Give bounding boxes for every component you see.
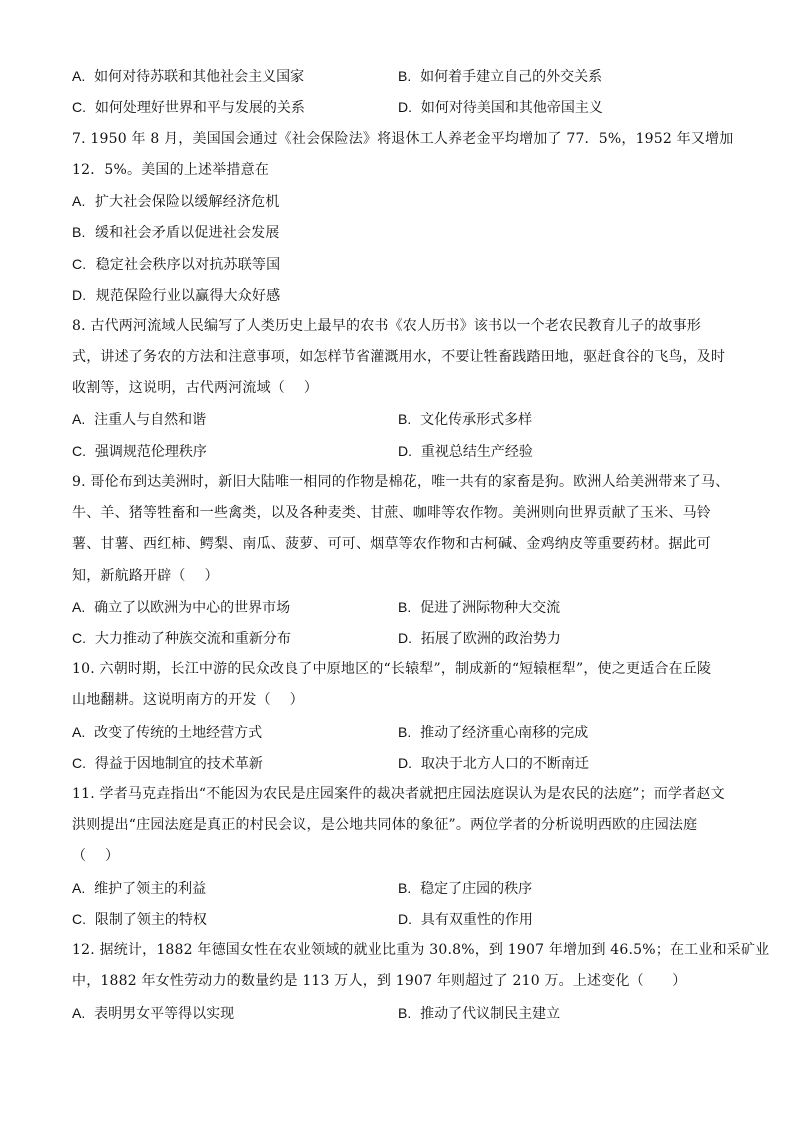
q7-stem-line-1: 7. 1950 年 8 月，美国国会通过《社会保险法》将退休工人养老金平均增加了 77．5%，1952 年又增加 [72, 131, 734, 147]
q6-option-b[interactable]: B. 如何着手建立自己的外交关系 [398, 68, 603, 85]
q8-stem-line-3: 收割等，这说明，古代两河流域（ ） [72, 380, 319, 396]
q6-option-a[interactable]: A. 如何对待苏联和其他社会主义国家 [72, 68, 305, 85]
q10-option-a[interactable]: A. 改变了传统的土地经营方式 [72, 724, 263, 741]
q10-option-c[interactable]: C. 得益于因地制宜的技术革新 [72, 755, 263, 772]
q11-option-c[interactable]: C. 限制了领主的特权 [72, 911, 207, 928]
q11-stem-line-2: 洪则提出“庄园法庭是真正的村民会议，是公地共同体的象征”。两位学者的分析说明西欧的庄园法庭 [72, 817, 698, 833]
q7-option-a[interactable]: A. 扩大社会保险以缓解经济危机 [72, 193, 280, 210]
q11-stem-line-1: 11. 学者马克垚指出“不能因为农民是庄园案件的裁决者就把庄园法庭误认为是农民的法庭”；而学者赵文 [72, 786, 725, 802]
q7-option-d[interactable]: D. 规范保险行业以赢得大众好感 [72, 287, 281, 304]
q7-option-b[interactable]: B. 缓和社会矛盾以促进社会发展 [72, 224, 280, 241]
q9-option-a[interactable]: A. 确立了以欧洲为中心的世界市场 [72, 599, 291, 616]
q7-option-c[interactable]: C. 稳定社会秩序以对抗苏联等国 [72, 256, 281, 273]
q8-stem-line-1: 8. 古代两河流域人民编写了人类历史上最早的农书《农人历书》该书以一个老农民教育儿子的故事形 [72, 318, 702, 334]
q11-option-b[interactable]: B. 稳定了庄园的秩序 [398, 880, 533, 897]
q8-option-b[interactable]: B. 文化传承形式多样 [398, 411, 533, 428]
q9-option-b[interactable]: B. 促进了洲际物种大交流 [398, 599, 561, 616]
q11-option-a[interactable]: A. 维护了领主的利益 [72, 880, 207, 897]
q9-option-c[interactable]: C. 大力推动了种族交流和重新分布 [72, 630, 291, 647]
q10-option-d[interactable]: D. 取决于北方人口的不断南迁 [398, 755, 589, 772]
q9-option-d[interactable]: D. 拓展了欧洲的政治势力 [398, 630, 561, 647]
q12-option-b[interactable]: B. 推动了代议制民主建立 [398, 1005, 561, 1022]
q10-option-b[interactable]: B. 推动了经济重心南移的完成 [398, 724, 589, 741]
q8-option-d[interactable]: D. 重视总结生产经验 [398, 443, 533, 460]
q8-stem-line-2: 式，讲述了务农的方法和注意事项，如怎样节省灌溉用水，不要让牲畜践踏田地，驱赶食谷的飞鸟，及时 [72, 349, 726, 365]
q8-option-a[interactable]: A. 注重人与自然和谐 [72, 411, 207, 428]
q12-option-a[interactable]: A. 表明男女平等得以实现 [72, 1005, 235, 1022]
q10-stem-line-2: 山地翻耕。这说明南方的开发（ ） [72, 692, 304, 708]
q9-stem-line-1: 9. 哥伦布到达美洲时，新旧大陆唯一相同的作物是棉花，唯一共有的家畜是狗。欧洲人给美洲带来了马、 [72, 474, 730, 490]
q8-option-c[interactable]: C. 强调规范伦理秩序 [72, 443, 207, 460]
q11-stem-line-3: （ ） [72, 848, 120, 864]
q6-option-c[interactable]: C. 如何处理好世界和平与发展的关系 [72, 99, 305, 116]
q9-stem-line-3: 薯、甘薯、西红柿、鳄梨、南瓜、菠萝、可可、烟草等农作物和古柯碱、金鸡纳皮等重要药材。据此可 [72, 536, 711, 552]
q9-stem-line-4: 知，新航路开辟（ ） [72, 568, 219, 584]
q12-stem-line-1: 12. 据统计，1882 年德国女性在农业领域的就业比重为 30.8%，到 1907 年增加到 46.5%；在工业和采矿业 [72, 942, 770, 958]
q10-stem-line-1: 10. 六朝时期，长江中游的民众改良了中原地区的“长辕犁”，制成新的“短辕框犁”，使之更适合在丘陵 [72, 661, 712, 677]
q7-stem-line-2: 12．5%。美国的上述举措意在 [72, 162, 270, 178]
q12-stem-line-2: 中，1882 年女性劳动力的数量约是 113 万人，到 1907 年则超过了 210 万。上述变化（ ） [72, 973, 687, 989]
q9-stem-line-2: 牛、羊、猪等牲畜和一些禽类，以及各种麦类、甘蔗、咖啡等农作物。美洲则向世界贡献了玉米、马铃 [72, 505, 711, 521]
q11-option-d[interactable]: D. 具有双重性的作用 [398, 911, 533, 928]
q6-option-d[interactable]: D. 如何对待美国和其他帝国主义 [398, 99, 603, 116]
